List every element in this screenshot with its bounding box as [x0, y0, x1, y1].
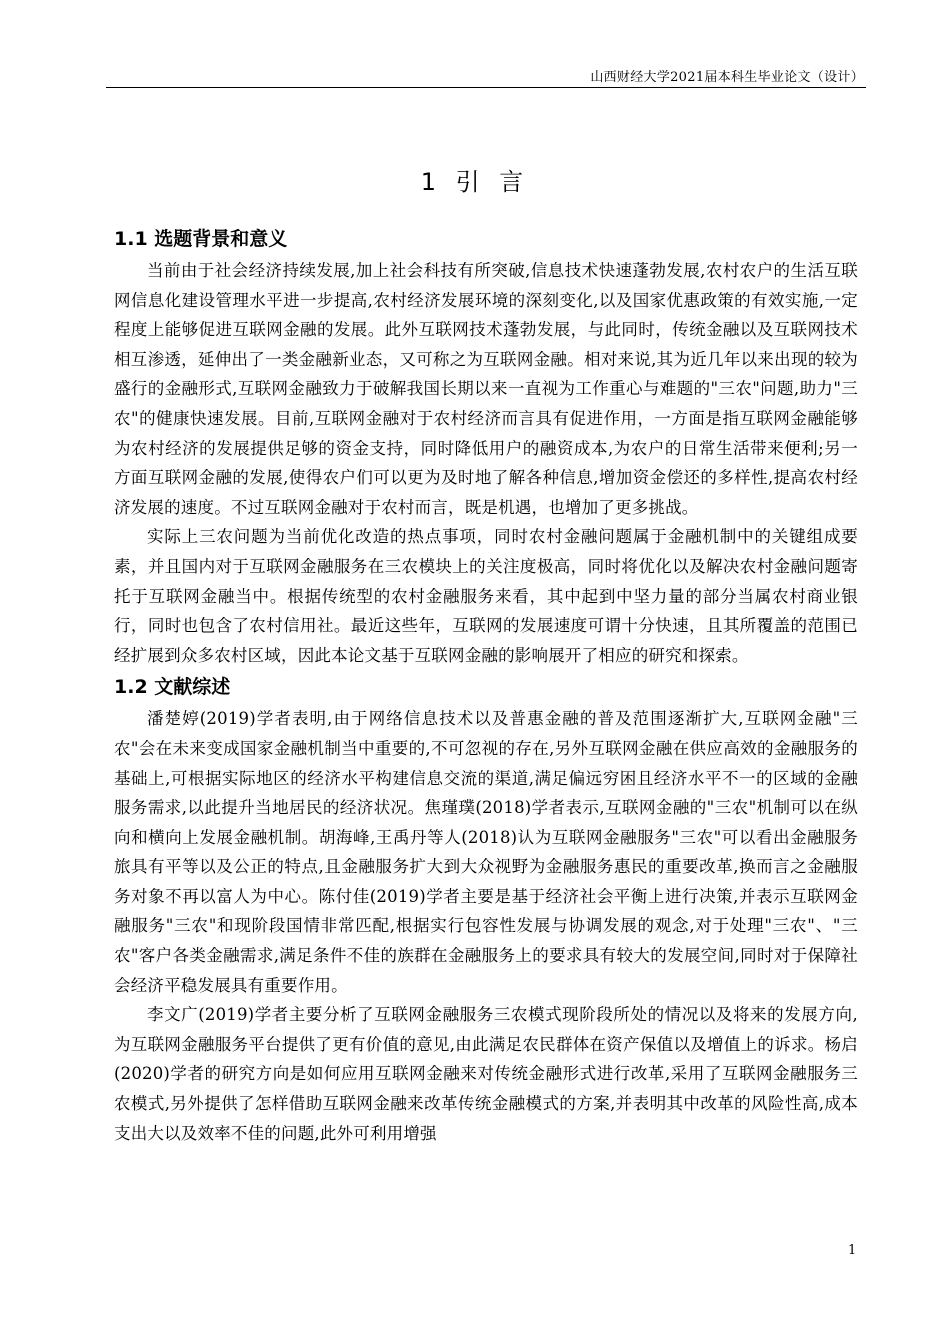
paragraph: 潘楚婷(2019)学者表明,由于网络信息技术以及普惠金融的普及范围逐渐扩大,互联网金融"三农"会在未来变成国家金融机制当中重要的,不可忽视的存在,另外互联网金融在供应高效的金融服务的基础上,可根据实际地区的经济水平构建信息交流的渠道,满足偏远穷困且经济水平不一的区域的金融服务需求,以此提升当地居民的经济状况。焦瑾璞(2018)学者表示,互联网金融的"三农"机制可以在纵向和横向上发展金融机制。胡海峰,王禹丹等人(2018)认为互联网金融服务"三农"可以看出金融服务旅具有平等以及公正的特点,且金融服务扩大到大众视野为金融服务惠民的重要改革,换而言之金融服务对象不再以富人为中心。陈付佳(2019)学者主要是基于经济社会平衡上进行决策,并表示互联网金融服务"三农"和现阶段国情非常匹配,根据实行包容性发展与协调发展的观念,对于处理"三农"、"三农"客户各类金融需求,满足条件不佳的族群在金融服务上的要求具有较大的发展空间,同时对于保障社会经济平稳发展具有重要作用。 [114, 709, 858, 995]
running-header: 山西财经大学2021届本科生毕业论文（设计） [590, 70, 864, 85]
paragraph: 实际上三农问题为当前优化改造的热点事项，同时农村金融问题属于金融机制中的关键组成要素，并且国内对于互联网金融服务在三农模块上的关注度极高，同时将优化以及解决农村金融问题寄托于互联网金融当中。根据传统型的农村金融服务来看，其中起到中坚力量的部分当属农村商业银行，同时也包含了农村信用社。最近这些年，互联网的发展速度可谓十分快速，且其所覆盖的范围已经扩展到众多农村区域，因此本论文基于互联网金融的影响展开了相应的研究和探索。 [114, 527, 858, 665]
header-divider [106, 87, 866, 88]
section-background [114, 222, 858, 670]
section-heading: 1.2 文献综述 [114, 676, 231, 699]
page-number: 1 [848, 1243, 857, 1258]
section-heading: 1.1 选题背景和意义 [114, 228, 288, 250]
paragraph: 李文广(2019)学者主要分析了互联网金融服务三农模式现阶段所处的情况以及将来的发展方向,为互联网金融服务平台提供了更有价值的意见,由此满足农民群体在资产保值以及增值上的诉求。杨启(2020)学者的研究方向是如何应用互联网金融来对传统金融形式进行改革,采用了互联网金融服务三农模式,另外提供了怎样借助互联网金融来改革传统金融模式的方案,并表明其中改革的风险性高,成本支出大以及效率不佳的问题,此外可利用增强 [114, 1005, 858, 1143]
chapter-title: 1 引 言 [420, 168, 530, 196]
paragraph: 当前由于社会经济持续发展,加上社会科技有所突破,信息技术快速蓬勃发展,农村农户的生活互联网信息化建设管理水平进一步提高,农村经济发展环境的深刻变化,以及国家优惠政策的有效实施,一定程度上能够促进互联网金融的发展。此外互联网技术蓬勃发展，与此同时，传统金融以及互联网技术相互渗透，延伸出了一类金融新业态，又可称之为互联网金融。相对来说,其为近几年以来出现的较为盛行的金融形式,互联网金融致力于破解我国长期以来一直视为工作重心与难题的"三农"问题,助力"三农"的健康快速发展。目前,互联网金融对于农村经济而言具有促进作用，一方面是指互联网金融能够为农村经济的发展提供足够的资金支持，同时降低用户的融资成本,为农户的日常生活带来便利;另一方面互联网金融的发展,使得农户们可以更为及时地了解各种信息,增加资金偿还的多样性,提高农村经济发展的速度。不过互联网金融对于农村而言，既是机遇，也增加了更多挑战。 [114, 261, 858, 517]
section-literature-review [114, 670, 858, 1148]
main-content [114, 222, 858, 1148]
